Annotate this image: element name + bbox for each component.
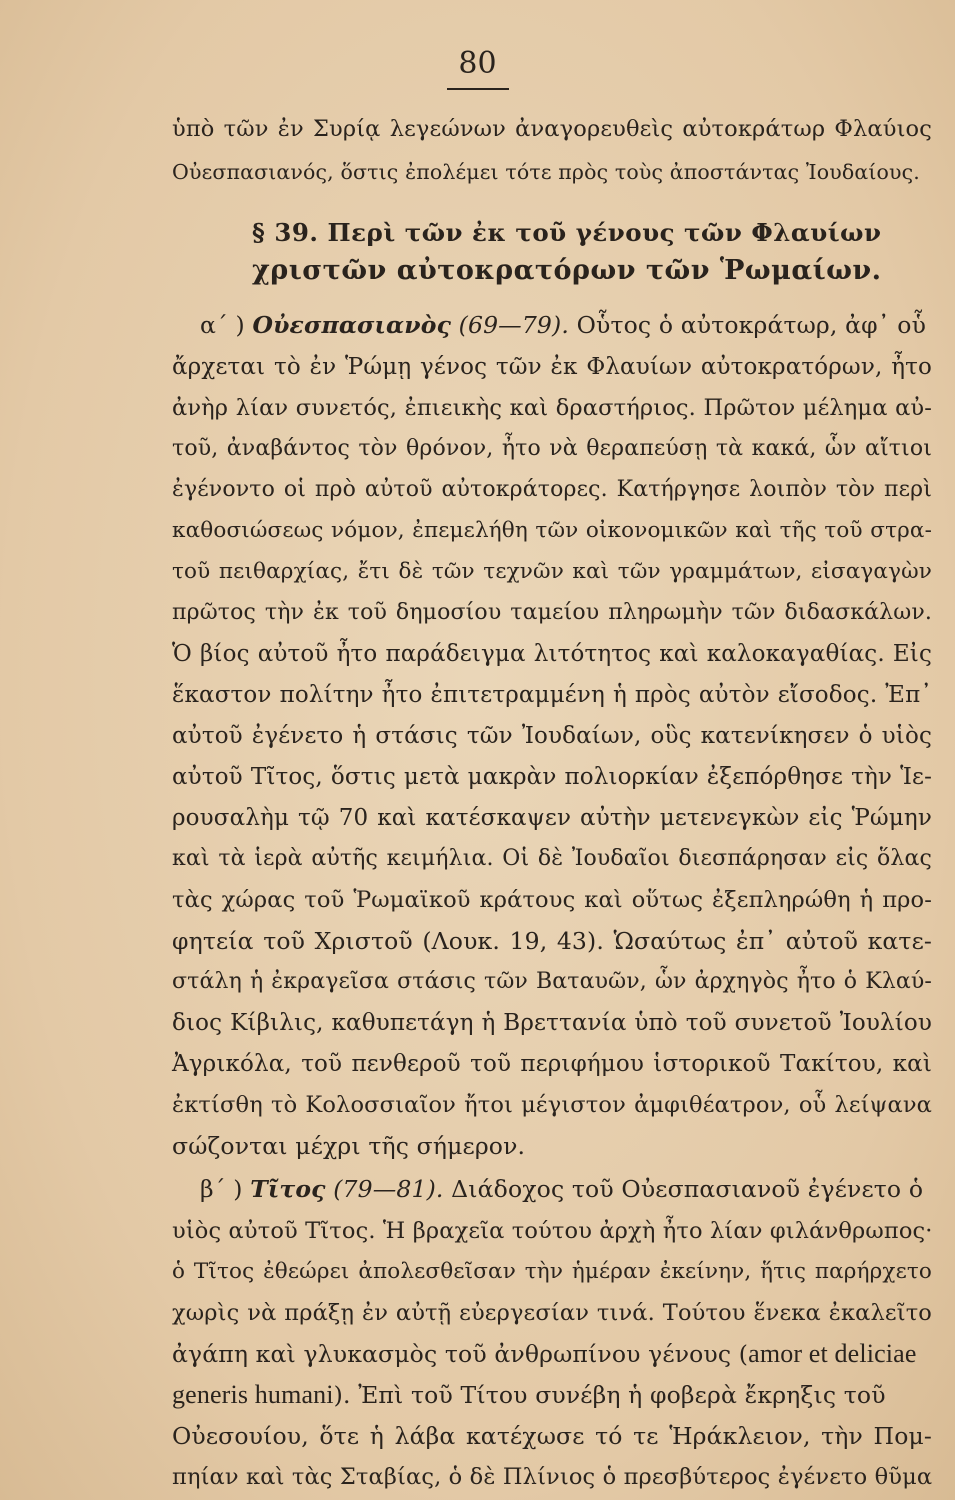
section-mark: § 39.: [252, 218, 319, 247]
item-number: α΄ ): [200, 311, 245, 339]
text-line: στάλη ἡ ἐκραγεῖσα στάσις τῶν Βαταυῶν, ὧν ἀρχηγὸς ἦτο ὁ Κλαύ-: [172, 969, 932, 994]
text-line: ἄρχεται τὸ ἐν Ῥώμῃ γένος τῶν ἐκ Φλαυίων αὐτοκρατόρων, ἦτο: [172, 354, 932, 380]
page-number-rule: [447, 88, 509, 90]
titus-first-line: [200, 1172, 932, 1206]
text-run: ). Ἐπὶ τοῦ Τίτου συνέβη ἡ φοβερὰ ἔκρηξις τοῦ: [333, 1381, 886, 1409]
text-line: ὑπὸ τῶν ἐν Συρίᾳ λεγεώνων ἀναγορευθεὶς αὐτοκράτωρ Φλαύιος: [172, 116, 932, 142]
text-line: χωρὶς νὰ πράξῃ ἐν αὐτῇ εὐεργεσίαν τινά. Τούτου ἕνεκα ἐκαλεῖτο: [172, 1300, 932, 1326]
text-run: Οὗτος ὁ αὐτοκράτωρ, ἀφ᾽ οὗ: [576, 311, 927, 339]
ruler-name: Οὐεσπασιανὸς: [252, 311, 452, 339]
text-run: ἀγάπη καὶ γλυκασμὸς τοῦ ἀνθρωπίνου γένους (: [172, 1340, 749, 1368]
text-line: φητεία τοῦ Χριστοῦ (Λουκ. 19, 43). Ὡσαύτως ἐπ᾽ αὐτοῦ κατε-: [172, 927, 932, 955]
text-line: ὁ Τῖτος ἐθεώρει ἀπολεσθεῖσαν τὴν ἡμέραν ἐκείνην, ἥτις παρήρχετο: [172, 1259, 932, 1284]
vespasian-first-line: [200, 308, 932, 342]
text-run: Διάδοχος τοῦ Οὐεσπασιανοῦ ἐγένετο ὁ: [451, 1175, 924, 1203]
text-line: Οὐεσπασιανός, ὅστις ἐπολέμει τότε πρὸς τοὺς ἀποστάντας Ἰουδαίους.: [172, 160, 920, 184]
text-line: ἐγένοντο οἱ πρὸ αὐτοῦ αὐτοκράτορες. Κατήργησε λοιπὸν τὸν περὶ: [172, 477, 932, 502]
ruler-years: (69—79).: [458, 311, 569, 339]
text-line: πηίαν καὶ τὰς Σταβίας, ὁ δὲ Πλίνιος ὁ πρεσβύτερος ἐγένετο θῦμα: [172, 1464, 933, 1490]
text-line: τοῦ, ἀναβάντος τὸν θρόνον, ἦτο νὰ θεραπεύσῃ τὰ κακά, ὧν αἴτιοι: [172, 436, 932, 461]
latin-phrase: amor et deliciae: [748, 1339, 917, 1368]
text-line: ἐκτίσθη τὸ Κολοσσιαῖον ἤτοι μέγιστον ἀμφιθέατρον, οὗ λείψανα: [172, 1092, 932, 1118]
text-line: τοῦ πειθαρχίας, ἔτι δὲ τῶν τεχνῶν καὶ τῶν γραμμάτων, εἰσαγαγὼν: [172, 559, 932, 584]
text-line: σώζονται μέχρι τῆς σήμερον.: [172, 1132, 526, 1160]
text-line: αὐτοῦ ἐγένετο ἡ στάσις τῶν Ἰουδαίων, οὓς κατενίκησεν ὁ υἱὸς: [172, 723, 932, 749]
section-heading: [252, 216, 892, 250]
text-line: Ὁ βίος αὐτοῦ ἦτο παράδειγμα λιτότητος καὶ καλοκαγαθίας. Εἰς: [172, 641, 932, 667]
text-line: ἕκαστον πολίτην ἦτο ἐπιτετραμμένη ἡ πρὸς αὐτὸν εἴσοδος. Ἐπ᾽: [172, 682, 932, 708]
text-line: καθοσιώσεως νόμον, ἐπεμελήθη τῶν οἰκονομικῶν καὶ τῆς τοῦ στρα-: [172, 518, 932, 543]
ruler-name: Τῖτος: [250, 1175, 326, 1203]
item-number: β΄ ): [200, 1175, 243, 1203]
section-heading-line-2: χριστῶν αὐτοκρατόρων τῶν Ῥωμαίων.: [252, 255, 882, 286]
page-number: 80: [0, 44, 955, 90]
text-line: τὰς χώρας τοῦ Ῥωμαϊκοῦ κράτους καὶ οὕτως ἐξεπληρώθη ἡ προ-: [172, 887, 932, 913]
text-line: [172, 1378, 932, 1412]
text-line: πρῶτος τὴν ἐκ τοῦ δημοσίου ταμείου πληρωμὴν τῶν διδασκάλων.: [172, 600, 932, 625]
ruler-years: (79—81).: [333, 1175, 444, 1203]
text-line: ρουσαλὴμ τῷ 70 καὶ κατέσκαψεν αὐτὴν μετενεγκὼν εἰς Ῥώμην: [172, 805, 932, 831]
text-line: υἱὸς αὐτοῦ Τῖτος. Ἡ βραχεῖα τούτου ἀρχὴ ἦτο λίαν φιλάνθρωπος·: [172, 1218, 933, 1244]
latin-phrase: generis humani: [172, 1380, 334, 1409]
heading-line-1: Περὶ τῶν ἐκ τοῦ γένους τῶν Φλαυίων: [327, 218, 882, 247]
text-line: ἀνὴρ λίαν συνετός, ἐπιεικὴς καὶ δραστήριος. Πρῶτον μέλημα αὐ-: [172, 395, 932, 421]
text-line: καὶ τὰ ἱερὰ αὐτῆς κειμήλια. Οἱ δὲ Ἰουδαῖοι διεσπάρησαν εἰς ὅλας: [172, 846, 932, 871]
text-line: αὐτοῦ Τῖτος, ὅστις μετὰ μακρὰν πολιορκίαν ἐξεπόρθησε τὴν Ἱε-: [172, 764, 932, 790]
text-line: Ἀγρικόλα, τοῦ πενθεροῦ τοῦ περιφήμου ἱστορικοῦ Τακίτου, καὶ: [172, 1051, 932, 1077]
text-line: Οὐεσουίου, ὅτε ἡ λάβα κατέχωσε τό τε Ἡράκλειον, τὴν Πομ-: [172, 1422, 932, 1450]
text-line: [172, 1337, 932, 1371]
text-line: διος Κίβιλις, καθυπετάγη ἡ Βρεττανία ὑπὸ τοῦ συνετοῦ Ἰουλίου: [172, 1010, 932, 1036]
